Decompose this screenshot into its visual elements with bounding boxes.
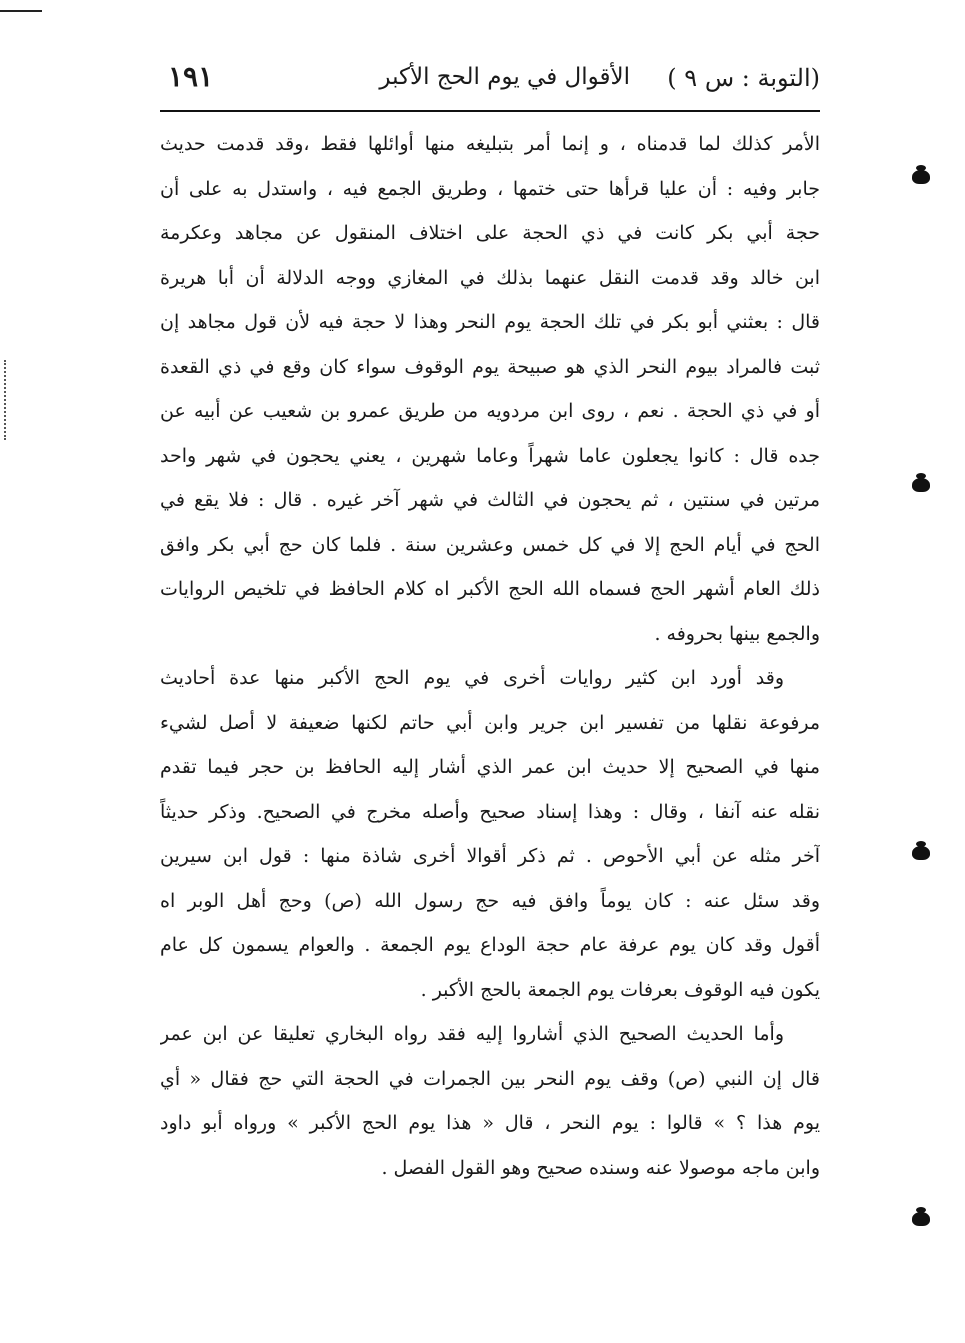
- margin-blot-mark: [912, 170, 930, 184]
- text-line: يكون فيه الوقوف بعرفات يوم الجمعة بالحج الأكبر .: [420, 978, 820, 1001]
- text-line: الحج في أيام الحج إلا في كل خمس وعشرين سنة . فلما كان حج أبي بكر وافق: [160, 533, 820, 556]
- paragraph-3: [160, 1012, 820, 1190]
- text-line: وقد سئل عنه : كان يوماً وافق فيه حج رسول الله (ص) وحج أهل الوبر اه: [160, 889, 820, 912]
- paragraph-1: [160, 122, 820, 656]
- text-line: أو في ذي الحجة . نعم ، روى ابن مردويه من طريق عمرو بن شعيب عن أبيه عن: [160, 400, 820, 422]
- page-number: ١٩١: [168, 60, 214, 93]
- scan-edge-line: [0, 10, 42, 12]
- text-line: ابن خالد وقد قدمت النقل عنهما بذلك في المغازي ووجه الدلالة أن أبا هريرة: [160, 266, 820, 289]
- text-line: منها في الصحيح إلا حديث ابن عمر الذي أشار إليه الحافظ بن حجر فيما تقدم: [160, 756, 820, 778]
- paragraph-2: [160, 656, 820, 1012]
- scan-binding-marks: [4, 360, 8, 440]
- text-line: نقله عنه آنفا ، وقال : وهذا إسناد صحيح وأصله مخرج في الصحيح. وذكر حديثاً: [160, 800, 820, 823]
- text-line: ثبت فالمراد بيوم النحر الذي هو صبيحة يوم الوقوف سواء كان وقع في ذي القعدة: [160, 355, 820, 378]
- text-line: ذلك العام أشهر الحج فسماه الله الحج الأكبر اه كلام الحافظ في تلخيص الروايات: [160, 578, 820, 600]
- text-line: والجمع بينها بحروفه .: [654, 622, 820, 645]
- text-line: آخر مثله عن أبي الأحوص . ثم ذكر أقوالا أخرى شاذة منها : قول ابن سيرين: [160, 845, 820, 867]
- text-line: مرفوعة نقلها من تفسير ابن جرير وابن أبي حاتم لكنها ضعيفة لا أصل لشيء: [160, 711, 820, 734]
- header-running-title: الأقوال في يوم الحج الأكبر: [379, 64, 630, 90]
- margin-blot-mark: [912, 478, 930, 492]
- text-line: يوم هذا ؟ » قالوا : يوم النحر ، قال « هذا يوم الحج الأكبر » ورواه أبو داود: [160, 1112, 820, 1134]
- body-text: [160, 122, 820, 1190]
- text-line: جده قال : كانوا يجعلون عاما شهراً وعاما شهرين ، يعني يحجون في شهر واحد: [160, 444, 820, 467]
- text-line: قال : بعثني أبو بكر في تلك الحجة يوم النحر وهذا لا حجة فيه لأن قول مجاهد إن: [160, 311, 820, 333]
- margin-blot-mark: [912, 846, 930, 860]
- text-line: حجة أبي بكر كانت في ذي الحجة على اختلاف المنقول عن مجاهد وعكرمة: [160, 222, 820, 244]
- header-rule: [160, 110, 820, 112]
- text-line: قال إن النبي (ص) وقف يوم النحر بين الجمرات في الحجة التي حج فقال « أي: [160, 1067, 820, 1090]
- text-line: أقول وقد كان يوم عرفة عام حجة الوداع يوم الجمعة . والعوام يسمون كل عام: [160, 934, 820, 956]
- text-line: وابن ماجه موصولا عنه وسنده صحيح وهو القول الفصل .: [381, 1156, 820, 1179]
- margin-blot-mark: [912, 1212, 930, 1226]
- text-line: وأما الحديث الصحيح الذي أشاروا إليه فقد رواه البخاري تعليقا عن ابن عمر: [160, 1023, 784, 1045]
- text-line: الأمر كذلك لما قدمناه ، و إنما أمر بتبليغه منها أوائلها فقط ،وقد قدمت حديث: [160, 133, 820, 155]
- text-line: وقد أورد ابن كثير روايات أخرى في يوم الحج الأكبر منها عدة أحاديث: [160, 667, 784, 689]
- page-header: [160, 58, 820, 112]
- text-line: جابر وفيه : أن عليا قرأها حتى ختمها ، وطريق الجمع فيه ، واستدل به على أن: [160, 177, 820, 200]
- text-line: مرتين في سنتين ، ثم يحجون في الثالث في شهر آخر غيره . قال : فلا يقع في: [160, 489, 820, 511]
- header-section-reference: (التوبة : س ٩ ): [667, 64, 820, 92]
